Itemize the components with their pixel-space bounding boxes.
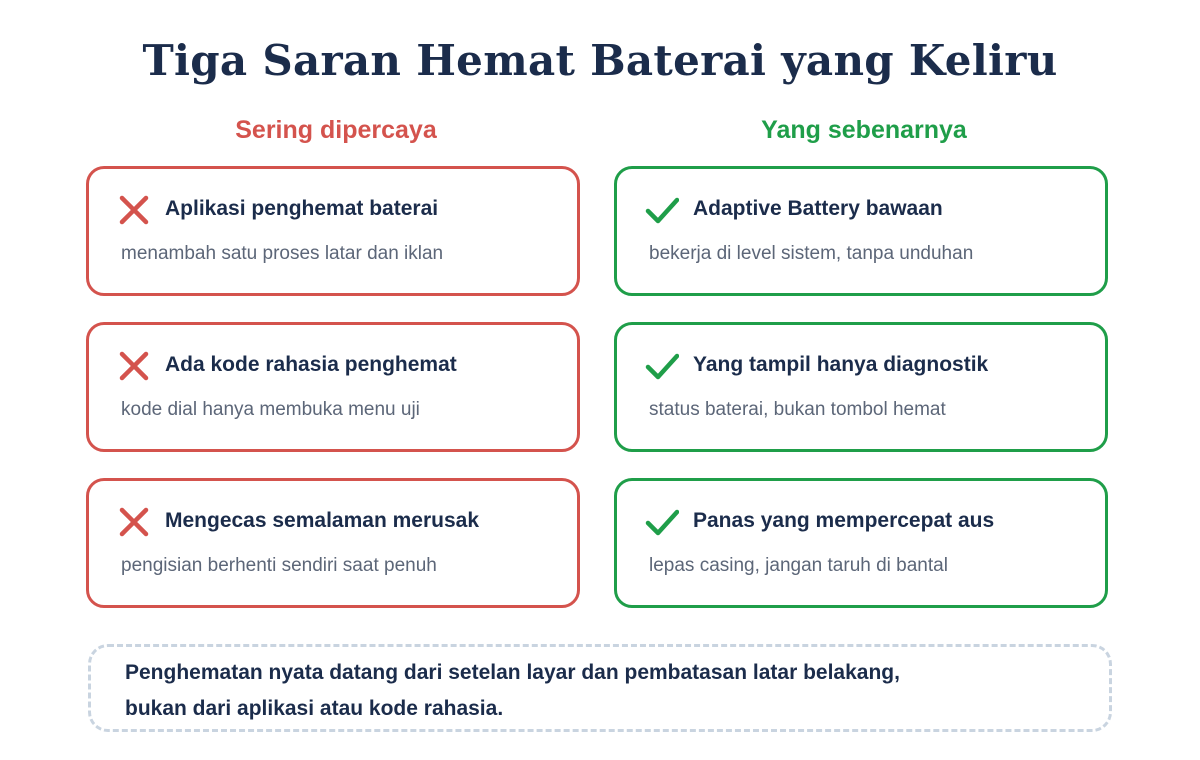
fact-detail: bekerja di level sistem, tanpa unduhan xyxy=(649,243,974,264)
summary-line-2: bukan dari aplikasi atau kode rahasia. xyxy=(125,697,504,720)
myth-card xyxy=(86,166,580,296)
fact-card xyxy=(614,166,1108,296)
cross-icon xyxy=(117,349,151,383)
page-title: Tiga Saran Hemat Baterai yang Keliru xyxy=(142,36,1058,85)
cross-icon xyxy=(117,505,151,539)
fact-title: Adaptive Battery bawaan xyxy=(693,197,943,220)
myth-detail: pengisian berhenti sendiri saat penuh xyxy=(121,555,437,576)
myth-title: Aplikasi penghemat baterai xyxy=(165,197,439,220)
myth-title: Mengecas semalaman merusak xyxy=(165,509,480,532)
fact-detail: lepas casing, jangan taruh di bantal xyxy=(649,555,948,576)
check-icon xyxy=(645,505,679,539)
myth-column-heading: Sering dipercaya xyxy=(235,116,437,144)
fact-column-heading: Yang sebenarnya xyxy=(761,116,967,144)
myth-card xyxy=(86,478,580,608)
summary-note xyxy=(88,644,1112,732)
myth-detail: kode dial hanya membuka menu uji xyxy=(121,399,420,420)
myth-detail: menambah satu proses latar dan iklan xyxy=(121,243,444,264)
fact-detail: status baterai, bukan tombol hemat xyxy=(649,399,946,420)
cross-icon xyxy=(117,193,151,227)
fact-card xyxy=(614,322,1108,452)
check-icon xyxy=(645,193,679,227)
fact-title: Panas yang mempercepat aus xyxy=(693,509,995,532)
check-icon xyxy=(645,349,679,383)
fact-card xyxy=(614,478,1108,608)
myth-title: Ada kode rahasia penghemat xyxy=(165,353,457,376)
myth-card xyxy=(86,322,580,452)
summary-line-1: Penghematan nyata datang dari setelan layar dan pembatasan latar belakang, xyxy=(125,661,900,684)
fact-title: Yang tampil hanya diagnostik xyxy=(693,353,989,376)
